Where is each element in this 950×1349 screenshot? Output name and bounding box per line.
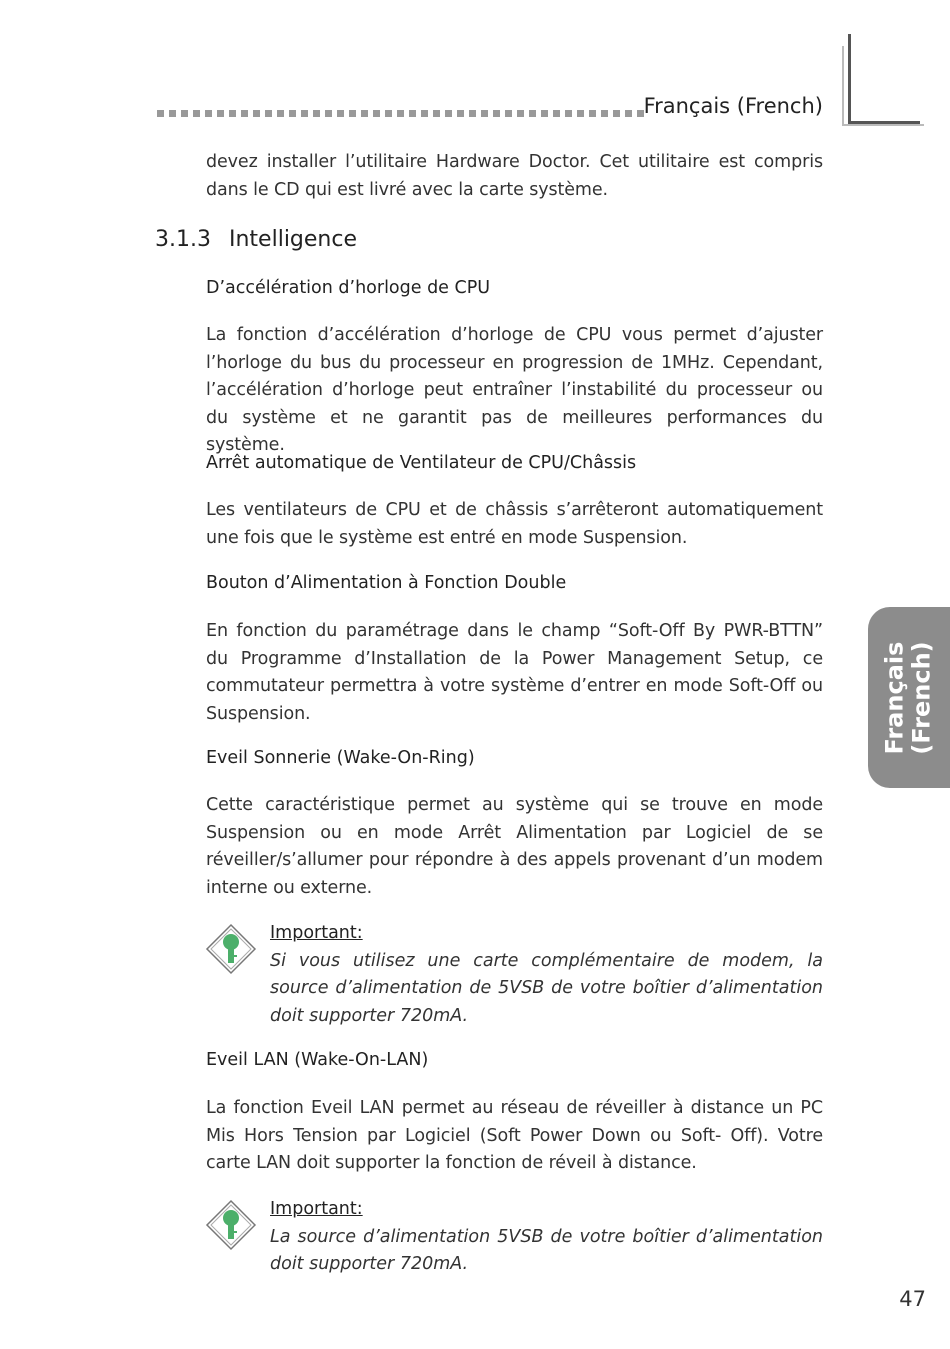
- subsection-text-block: [206, 792, 823, 902]
- header-dot: [409, 110, 416, 117]
- header-dot: [205, 110, 212, 117]
- important-note-icon: [205, 1199, 257, 1251]
- subsection-heading-block: [206, 453, 823, 473]
- header-dot: [169, 110, 176, 117]
- header-dot: [469, 110, 476, 117]
- header-dot: [361, 110, 368, 117]
- important-note: [270, 1196, 823, 1279]
- header-dot: [277, 110, 284, 117]
- header-dot: [505, 110, 512, 117]
- section-title-text: Intelligence: [229, 227, 358, 252]
- language-side-tab-label: [868, 607, 950, 788]
- important-note: [270, 920, 823, 1030]
- header-dot: [553, 110, 560, 117]
- header-dot: [265, 110, 272, 117]
- subsection-paragraph: La fonction d’accélération d’horloge de CPU vous permet d’ajuster l’horloge du bus du processeur en progression de 1MHz. Cependant, l’accélération d’horloge peut entraîner l’instabilité du processeur ou du système et ne garantit pas de meilleures performances du système.: [206, 325, 823, 455]
- subsection-heading: Bouton d’Alimentation à Fonction Double: [206, 573, 567, 593]
- important-note-icon: [205, 923, 257, 975]
- header-dot: [397, 110, 404, 117]
- corner-decoration-shadow-horizontal: [842, 124, 924, 126]
- header-dot: [241, 110, 248, 117]
- subsection-heading-block: [206, 748, 823, 768]
- header-dot: [421, 110, 428, 117]
- header-dot: [481, 110, 488, 117]
- header-dot: [217, 110, 224, 117]
- subsection-text-block: [206, 497, 823, 552]
- page-header-title: Français (French): [643, 94, 823, 118]
- corner-decoration-vertical: [848, 34, 851, 124]
- subsection-text-block: [206, 1095, 823, 1178]
- header-dot: [253, 110, 260, 117]
- header-dot: [445, 110, 452, 117]
- header-dot: [313, 110, 320, 117]
- header-dot: [493, 110, 500, 117]
- intro-paragraph-block: [206, 149, 823, 204]
- header-dot: [373, 110, 380, 117]
- section-number: 3.1.3: [155, 227, 211, 252]
- subsection-paragraph: En fonction du paramétrage dans le champ “Soft-Off By PWR-BTTN” du Programme d’Installation de la Power Management Setup, ce commutateur permettra à votre système d’entrer en mode Soft-Off ou Suspension.: [206, 621, 823, 724]
- header-dot: [541, 110, 548, 117]
- corner-decoration-shadow-vertical: [842, 46, 844, 126]
- section-title: [155, 227, 357, 252]
- subsection-heading-block: [206, 573, 823, 593]
- note-label: Important:: [270, 1199, 363, 1219]
- header-dot: [385, 110, 392, 117]
- header-dot: [529, 110, 536, 117]
- side-tab-line2: (French): [908, 640, 936, 755]
- subsection-heading-block: [206, 1050, 823, 1070]
- header-dot: [157, 110, 164, 117]
- header-dot: [181, 110, 188, 117]
- subsection-paragraph: Les ventilateurs de CPU et de châssis s’arrêteront automatiquement une fois que le système est entré en mode Suspension.: [206, 500, 823, 548]
- intro-paragraph: devez installer l’utilitaire Hardware Doctor. Cet utilitaire est compris dans le CD qui est livré avec la carte système.: [206, 152, 823, 200]
- note-label: Important:: [270, 923, 363, 943]
- subsection-text-block: [206, 618, 823, 728]
- note-text: Si vous utilisez une carte complémentaire de modem, la source d’alimentation de 5VSB de votre boîtier d’alimentation doit supporter 720mA.: [270, 950, 823, 1026]
- header-dot: [457, 110, 464, 117]
- header-dot: [193, 110, 200, 117]
- subsection-heading: Eveil Sonnerie (Wake-On-Ring): [206, 748, 475, 768]
- side-tab-line1: Français: [881, 641, 909, 754]
- header-dot: [289, 110, 296, 117]
- corner-decoration-horizontal: [848, 121, 920, 124]
- subsection-heading: D’accélération d’horloge de CPU: [206, 278, 491, 298]
- header-dot: [349, 110, 356, 117]
- header-dot: [301, 110, 308, 117]
- header-dot: [325, 110, 332, 117]
- subsection-text-block: [206, 322, 823, 460]
- header-dot: [337, 110, 344, 117]
- subsection-paragraph: La fonction Eveil LAN permet au réseau de réveiller à distance un PC Mis Hors Tension par Logiciel (Soft Power Down ou Soft- Off). Votre carte LAN doit supporter la fonction de réveil à distance.: [206, 1098, 823, 1173]
- subsection-heading: Arrêt automatique de Ventilateur de CPU/Châssis: [206, 453, 637, 473]
- subsection-heading-block: [206, 278, 823, 298]
- header-dot: [433, 110, 440, 117]
- page-number: 47: [899, 1287, 926, 1311]
- subsection-paragraph: Cette caractéristique permet au système qui se trouve en mode Suspension ou en mode Arrêt Alimentation par Logiciel de se réveiller/s’allumer pour répondre à des appels provenant d’un modem interne ou externe.: [206, 795, 823, 898]
- note-text: La source d’alimentation 5VSB de votre boîtier d’alimentation doit supporter 720mA.: [270, 1226, 823, 1274]
- header-dot: [229, 110, 236, 117]
- header-dot: [517, 110, 524, 117]
- subsection-heading: Eveil LAN (Wake-On-LAN): [206, 1050, 429, 1070]
